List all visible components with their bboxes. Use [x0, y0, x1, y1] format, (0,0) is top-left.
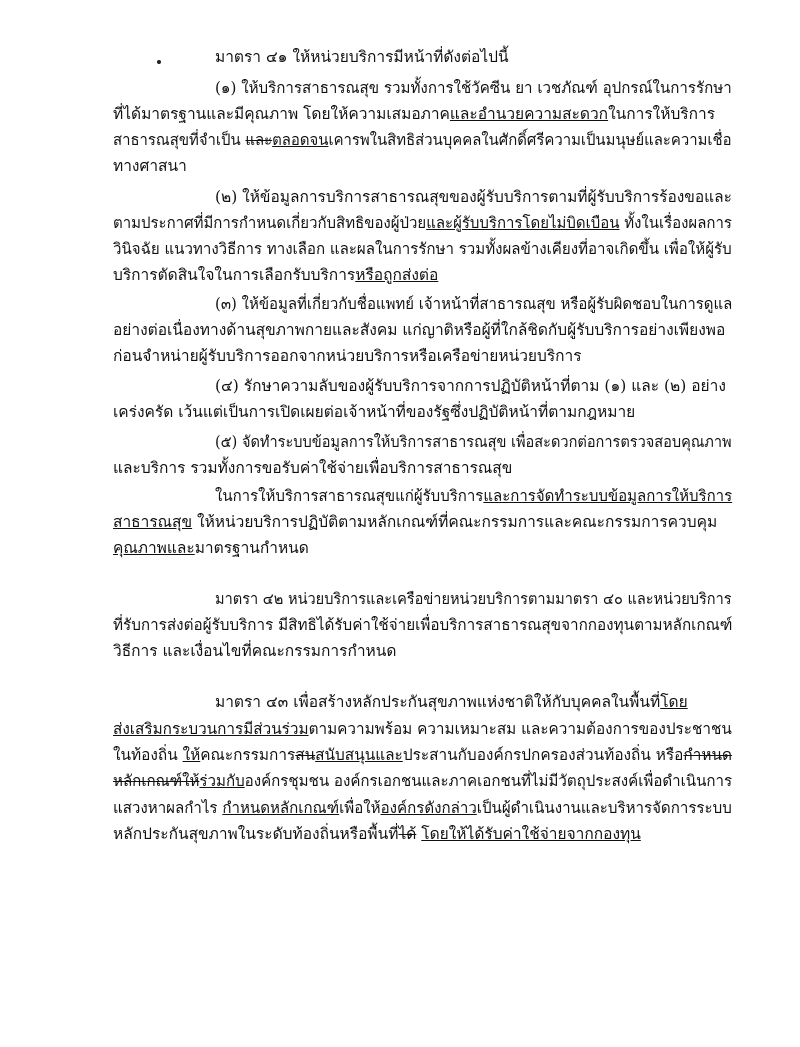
s41-item3-line2 [113, 318, 725, 342]
underlined-insert: คุณภาพและ [113, 539, 195, 557]
struck-text: หลักเกณฑ์ให้ [113, 772, 200, 790]
s41-item1-line2 [113, 102, 715, 126]
text: ทั้งในเรื่องผลการ [619, 214, 732, 232]
section-43-line4 [113, 769, 732, 793]
s41-item1-line3 [113, 128, 732, 152]
section-43-line5 [113, 796, 732, 820]
underlined-insert: องค์กรดังกล่าว [380, 799, 477, 817]
text: (๓) ให้ข้อมูลที่เกี่ยวกับชื่อแพทย์ เจ้าหน้าที่สาธารณสุข หรือผู้รับผิดชอบในการดูแล [215, 295, 733, 313]
underlined-insert: และการจัดทำระบบข้อมูลการให้บริการ [483, 487, 733, 505]
text: ในการให้บริการ [608, 105, 716, 123]
text: องค์กรชุมชน องค์กรเอกชนและภาคเอกชนที่ไม่มีวัตถุประสงค์เพื่อดำเนินการ [244, 772, 733, 790]
section-43-line3 [113, 743, 732, 767]
text: แสวงหาผลกำไร [113, 799, 223, 817]
stray-mark [157, 60, 161, 64]
underlined-insert: และอำนวยความสะดวก [449, 105, 609, 123]
section-42-line2 [113, 613, 732, 637]
text: ตามประกาศที่มีการกำหนดเกี่ยวกับสิทธิของผู้ป่วย [113, 214, 427, 232]
underlined-insert: หรือถูกส่งต่อ [355, 266, 439, 284]
section-42-line3 [113, 639, 396, 663]
text: (๑) ให้บริการสาธารณสุข รวมทั้งการใช้วัคซีน ยา เวชภัณฑ์ อุปกรณ์ในการรักษา [215, 79, 732, 97]
underlined-insert: ตลอดจน [272, 131, 329, 149]
underlined-insert: โดย [660, 693, 688, 711]
text: วินิจฉัย แนวทางวิธีการ ทางเลือก และผลในการรักษา รวมทั้งผลข้างเคียงที่อาจเกิดขึ้น เพื่อให้ผู้รับ [113, 240, 732, 258]
text: ก่อนจำหน่ายผู้รับบริการออกจากหน่วยบริการหรือเครือข่ายหน่วยบริการ [113, 347, 582, 365]
struck-text: และ [245, 131, 273, 149]
text: วิธีการ และเงื่อนไขที่คณะกรรมการกำหนด [113, 642, 397, 660]
text: บริการตัดสินใจในการเลือกรับบริการ [113, 266, 356, 284]
text: ให้หน่วยบริการปฏิบัติตามหลักเกณฑ์ที่คณะกรรมการและคณะกรรมการควบคุม [192, 513, 718, 531]
text: ที่รับการส่งต่อผู้รับบริการ มีสิทธิได้รับค่าใช้จ่ายเพื่อบริการสาธารณสุขจากกองทุนตามหลักเกณฑ์ [113, 616, 733, 634]
text: ทางศาสนา [113, 157, 187, 175]
s41-item2-line3 [113, 237, 732, 261]
text: สาธารณสุขที่จำเป็น [113, 131, 246, 149]
text: มาตรา ๔๓ เพื่อสร้างหลักประกันสุขภาพแห่งชาติให้กับบุคคลในพื้นที่ [215, 693, 661, 711]
s41-para-line1 [215, 484, 732, 508]
section-43-line6 [113, 822, 641, 846]
text: (๔) รักษาความลับของผู้รับบริการจากการปฏิบัติหน้าที่ตาม (๑) และ (๒) อย่าง [215, 377, 726, 395]
text: เป็นผู้ดำเนินงานและบริหารจัดการระบบ [476, 799, 732, 817]
text: ในการให้บริการสาธารณสุขแก่ผู้รับบริการ [215, 487, 484, 505]
text: (๒) ให้ข้อมูลการบริการสาธารณสุขของผู้รับบริการตามที่ผู้รับบริการร้องขอและ [215, 188, 732, 206]
underlined-insert: กำหนดหลักเกณฑ์ [222, 799, 340, 817]
underlined-insert: ร่วมกับ [199, 772, 245, 790]
s41-item3-line1 [215, 292, 732, 316]
text: เคารพในสิทธิส่วนบุคคลในศักดิ์ศรีความเป็นมนุษย์และความเชื่อ [328, 131, 732, 149]
s41-item3-line3 [113, 344, 582, 368]
text: เคร่งครัด เว้นแต่เป็นการเปิดเผยต่อเจ้าหน้าที่ของรัฐซึ่งปฏิบัติหน้าที่ตามกฎหมาย [113, 403, 636, 421]
underlined-insert: ให้ [182, 746, 201, 764]
struck-text: กำหนด [683, 746, 732, 764]
s41-item4-line2 [113, 400, 635, 424]
underlined-insert: ส่งเสริมกระบวนการมีส่วนร่วม [113, 720, 309, 738]
text: (๕) จัดทำระบบข้อมูลการให้บริการสาธารณสุข เพื่อสะดวกต่อการตรวจสอบคุณภาพ [215, 433, 732, 451]
struck-text: สน [295, 746, 316, 764]
s41-item1-line4 [113, 154, 187, 178]
s41-item4-line1 [215, 374, 726, 398]
s41-para-line2 [113, 510, 717, 534]
text: คณะกรรมการ [200, 746, 296, 764]
s41-item2-line1 [215, 185, 732, 209]
underlined-insert: สาธารณสุข [113, 513, 193, 531]
text: ที่ได้มาตรฐานและมีคุณภาพ โดยให้ความเสมอภาค [113, 105, 450, 123]
text: ตามความพร้อม ความเหมาะสม และความต้องการของประชาชน [308, 720, 732, 738]
section-41-heading [215, 45, 509, 69]
section-41-title: มาตรา ๔๑ ให้หน่วยบริการมีหน้าที่ดังต่อไปนี้ [215, 48, 509, 66]
section-43-line2 [113, 717, 732, 741]
s41-item5-line2 [113, 456, 512, 480]
s41-item1-line1 [215, 76, 732, 100]
text: อย่างต่อเนื่องทางด้านสุขภาพกายและสังคม แก่ญาติหรือผู้ที่ใกล้ชิดกับผู้รับบริการอย่างเพียงพอ [113, 321, 726, 339]
s41-para-line3 [113, 536, 309, 560]
underlined-insert: สนับสนุนและ [315, 746, 403, 764]
section-43-line1 [215, 690, 688, 714]
text: และบริการ รวมทั้งการขอรับค่าใช้จ่ายเพื่อบริการสาธารณสุข [113, 459, 513, 477]
text: มาตรฐานกำหนด [194, 539, 309, 557]
struck-text: ได้ [398, 825, 417, 843]
s41-item2-line4 [113, 263, 438, 287]
underlined-insert: โดยให้ได้รับค่าใช้จ่ายจากกองทุน [421, 825, 641, 843]
text: ประสานกับองค์กรปกครองส่วนท้องถิ่น หรือ [402, 746, 684, 764]
text: หลักประกันสุขภาพในระดับท้องถิ่นหรือพื้นที่ [113, 825, 399, 843]
text: ในท้องถิ่น [113, 746, 183, 764]
s41-item2-line2 [113, 211, 732, 235]
text: มาตรา ๔๒ หน่วยบริการและเครือข่ายหน่วยบริการตามมาตรา ๔๐ และหน่วยบริการ [215, 590, 732, 608]
text: เพื่อให้ [339, 799, 381, 817]
section-42-line1 [215, 587, 732, 611]
s41-item5-line1 [215, 430, 732, 454]
underlined-insert: และผู้รับบริการโดยไม่บิดเบือน [426, 214, 620, 232]
